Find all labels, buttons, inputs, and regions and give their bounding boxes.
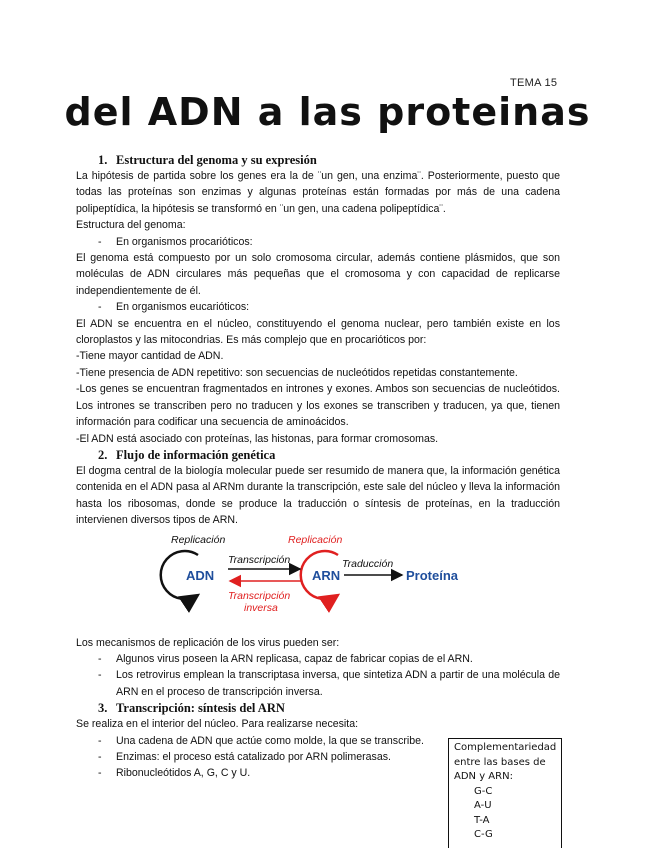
document-body — [76, 152, 560, 782]
box-title-line: ADN y ARN: — [454, 771, 513, 782]
transcription-label: Transcripción — [228, 553, 291, 566]
heading-text: Flujo de información genética — [116, 447, 276, 462]
virus-list — [98, 651, 560, 700]
paragraph: -Los genes se encuentran fragmentados en intrones y exones. Ambos son secuencias de nucleótidos. Los intrones se transcriben pero no traducen y los exones se transcriben y traducen, ya que, tienen información para codificar una secuencia de aminoácidos. — [76, 383, 560, 429]
list-item: - Ribonucleótidos A, G, C y U. — [98, 765, 460, 781]
paragraph: El dogma central de la biología molecular puede ser resumido de manera que, la información genética contenida en el ADN pasa al ARNm durante la transcripción, este sale del núcleo y lleva la información hasta los ribosomas, donde se produce la traducción o síntesis de proteínas, en la traducción intervienen diversos tipos de ARN. — [76, 464, 560, 527]
page-title: del ADN a las proteinas — [64, 90, 591, 134]
base-pair: A-U — [474, 800, 492, 811]
translation-label: Traducción — [342, 557, 394, 570]
central-dogma-diagram — [76, 529, 560, 635]
base-pair: G-C — [474, 785, 493, 797]
box-title-line: Complementariedad — [454, 742, 557, 753]
section-3-heading — [76, 700, 560, 716]
heading-text: Estructura del genoma y su expresión — [116, 153, 317, 167]
list-item: - Los retrovirus emplean la transcriptasa inversa, que sintetiza ADN a partir de una molécula de ARN en el proceso de transcripción inversa. — [98, 667, 560, 700]
replication-adn-label: Replicación — [171, 533, 226, 546]
box-title-line: entre las bases de — [454, 756, 546, 768]
dash-item — [76, 299, 560, 315]
paragraph: Se realiza en el interior del núcleo. Para realizarse necesita: — [76, 718, 359, 731]
reverse-transcription-label-1: Transcripción — [228, 589, 291, 602]
reverse-transcription-label-2: inversa — [244, 601, 278, 614]
heading-text: Transcripción: síntesis del ARN — [116, 701, 285, 716]
base-pair: T-A — [474, 814, 490, 826]
replication-arn-label: Replicación — [288, 533, 343, 546]
paragraph: -Tiene presencia de ADN repetitivo: son secuencias de nucleótidos repetidas constantemente. — [76, 366, 518, 379]
dash-item — [76, 234, 560, 250]
paragraph: La hipótesis de partida sobre los genes era la de ¨un gen, una enzima¨. Posteriormente, puesto que todas las proteínas son enzimas y algunas proteínas están formadas por más de una cadena polipeptídica, la hipótesis se transformó en ¨un gen, una cadena polipeptídica¨. — [76, 170, 560, 215]
list-item: - Algunos virus poseen la ARN replicasa, capaz de fabricar copias de el ARN. — [98, 651, 560, 667]
paragraph: Estructura del genoma: — [76, 219, 186, 232]
central-dogma-svg — [76, 529, 560, 635]
paragraph: El genoma está compuesto por un solo cromosoma circular, además contiene plásmidos, que son moléculas de ADN circulares más pequeñas que el cromosoma y con capacidad de replicarse independientemente de él. — [76, 252, 560, 297]
base-pair: C-G — [474, 829, 493, 840]
section-number: 3. — [98, 701, 108, 716]
requirements-list — [98, 733, 460, 782]
paragraph: -El ADN está asociado con proteínas, las histonas, para formar cromosomas. — [76, 432, 439, 445]
section-number: 1. — [98, 153, 108, 167]
complementarity-box — [448, 738, 562, 848]
adn-node: ADN — [186, 567, 215, 583]
base-pairs — [454, 785, 556, 843]
paragraph: -Tiene mayor cantidad de ADN. — [76, 350, 224, 363]
list-item: - Enzimas: el proceso está catalizado por ARN polimerasas. — [98, 749, 460, 765]
section-number: 2. — [98, 447, 108, 462]
section-2-heading — [76, 447, 560, 463]
topic-number: TEMA 15 — [510, 77, 558, 89]
section-1-heading — [76, 152, 560, 168]
dash-item-text: - En organismos procarióticos: — [116, 235, 253, 248]
list-item: - Una cadena de ADN que actúe como molde, la que se transcribe. — [98, 733, 460, 749]
arn-node: ARN — [312, 567, 341, 583]
dash-item-text: - En organismos eucarióticos: — [116, 301, 250, 314]
protein-node: Proteína — [406, 567, 459, 583]
paragraph: Los mecanismos de replicación de los virus pueden ser: — [76, 636, 340, 649]
paragraph: El ADN se encuentra en el núcleo, constituyendo el genoma nuclear, pero también existe en los cloroplastos y las mitocondrias. Es más complejo que en procarióticos por: — [76, 317, 560, 347]
